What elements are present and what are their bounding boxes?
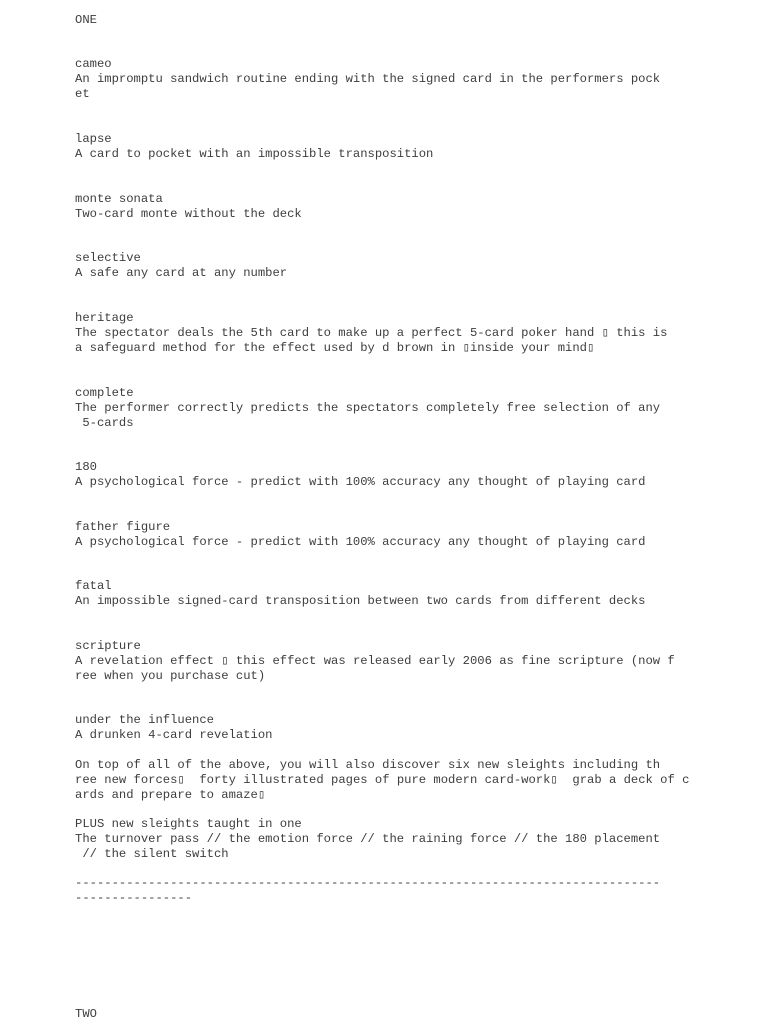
section-heading: TWO xyxy=(75,1007,97,1021)
effect-description: The spectator deals the 5th card to make up a perfect 5-card poker hand ▯ this is xyxy=(75,326,668,340)
divider-line: ---------------- xyxy=(75,891,193,905)
effect-description: The performer correctly predicts the spectators completely free selection of any xyxy=(75,401,661,415)
effect-description: ree when you purchase cut) xyxy=(75,669,266,683)
effect-description: Two-card monte without the deck xyxy=(75,207,302,221)
effect-title: heritage xyxy=(75,311,134,325)
sleights-list: The turnover pass // the emotion force // the raining force // the 180 placement xyxy=(75,832,661,846)
effect-title: monte sonata xyxy=(75,192,163,206)
summary-paragraph: ree new forces▯ forty illustrated pages of pure modern card-work▯ grab a deck of c xyxy=(75,773,690,787)
effect-description: A safe any card at any number xyxy=(75,266,288,280)
effect-title: complete xyxy=(75,386,134,400)
effect-description: et xyxy=(75,87,90,101)
effect-title: lapse xyxy=(75,132,112,146)
summary-paragraph: On top of all of the above, you will also discover six new sleights including th xyxy=(75,758,661,772)
divider-line: -------------------------------------------------------------------------------- xyxy=(75,876,661,890)
effect-title: under the influence xyxy=(75,713,214,727)
effect-description: An impossible signed-card transposition between two cards from different decks xyxy=(75,594,646,608)
effect-description: 5-cards xyxy=(75,416,134,430)
effect-title: cameo xyxy=(75,57,112,71)
effect-description: A drunken 4-card revelation xyxy=(75,728,273,742)
sleights-heading: PLUS new sleights taught in one xyxy=(75,817,302,831)
effect-title: 180 xyxy=(75,460,97,474)
effect-description: A psychological force - predict with 100% accuracy any thought of playing card xyxy=(75,475,646,489)
effect-description: A psychological force - predict with 100% accuracy any thought of playing card xyxy=(75,535,646,549)
effect-title: father figure xyxy=(75,520,171,534)
effect-title: fatal xyxy=(75,579,112,593)
sleights-list: // the silent switch xyxy=(75,847,229,861)
effect-description: A card to pocket with an impossible transposition xyxy=(75,147,434,161)
effect-title: scripture xyxy=(75,639,141,653)
effect-title: selective xyxy=(75,251,141,265)
summary-paragraph: ards and prepare to amaze▯ xyxy=(75,788,266,802)
effect-description: a safeguard method for the effect used by d brown in ▯inside your mind▯ xyxy=(75,341,595,355)
effect-description: An impromptu sandwich routine ending with the signed card in the performers pock xyxy=(75,72,661,86)
effect-description: A revelation effect ▯ this effect was released early 2006 as fine scripture (now f xyxy=(75,654,675,668)
section-heading: ONE xyxy=(75,13,97,27)
